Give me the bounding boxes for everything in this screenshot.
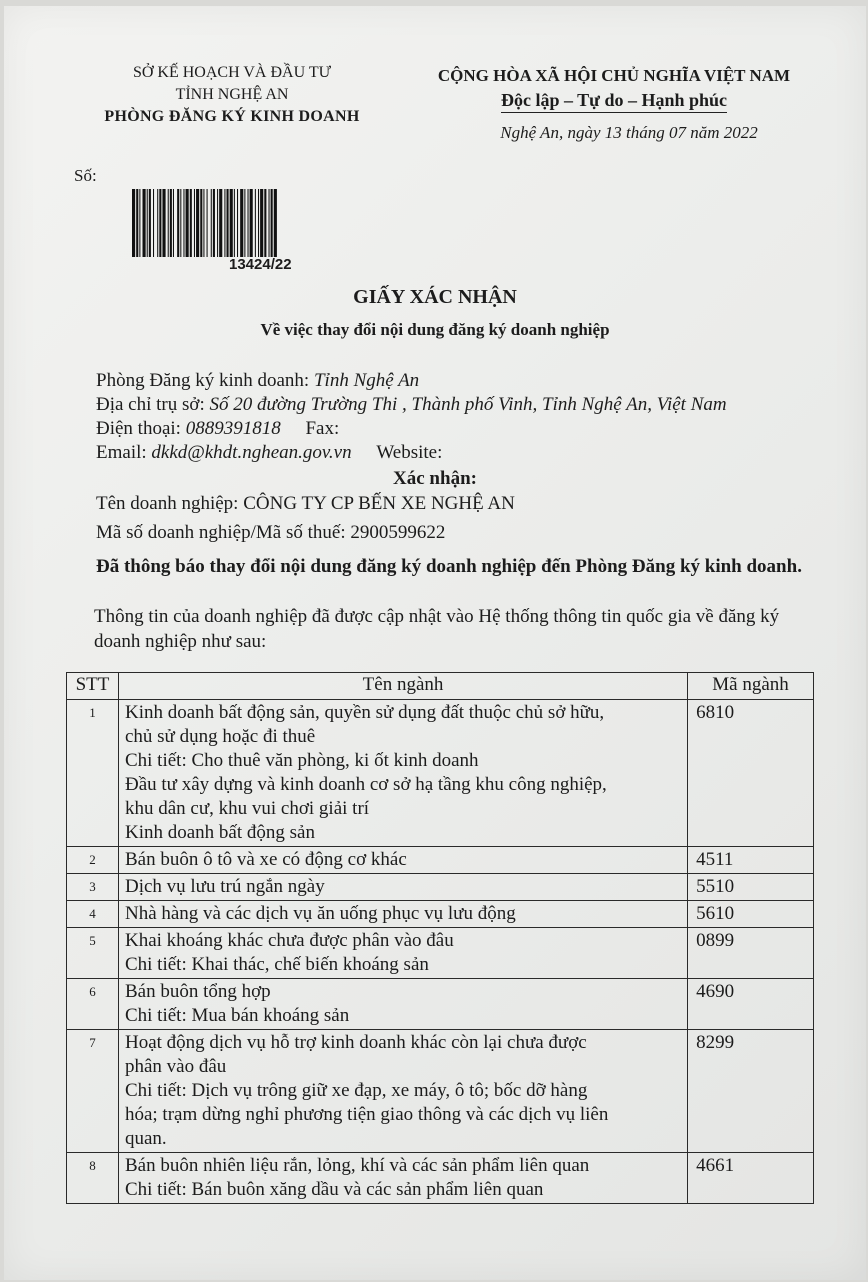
row-business-name	[118, 979, 687, 1030]
email-value: dkkd@khdt.nghean.gov.vn	[151, 442, 352, 463]
phone-label: Điện thoại:	[96, 418, 181, 439]
row-stt: 6	[67, 979, 119, 1030]
notice-text: Đã thông báo thay đổi nội dung đăng ký doanh nghiệp đến Phòng Đăng ký kinh doanh.	[96, 556, 802, 577]
business-name-line: Kinh doanh bất động sản, quyền sử dụng đất thuộc chủ sở hữu,	[124, 702, 605, 723]
office-row	[96, 370, 419, 392]
row-stt: 4	[67, 901, 119, 928]
row-business-code: 4661	[688, 1153, 814, 1204]
business-name-line: quan.	[124, 1128, 167, 1149]
phone-value: 0889391818	[185, 418, 281, 439]
country-title: CỘNG HÒA XÃ HỘI CHỦ NGHĨA VIỆT NAM	[437, 66, 791, 85]
phone-row	[96, 418, 339, 440]
tax-code-label: Mã số doanh nghiệp/Mã số thuế:	[96, 522, 346, 543]
document-number-label: Số:	[74, 166, 97, 185]
department-line: SỞ KẾ HOẠCH VÀ ĐẦU TƯ	[132, 64, 332, 81]
company-name-label: Tên doanh nghiệp:	[96, 493, 239, 514]
fax-label: Fax:	[305, 418, 340, 439]
email-row	[96, 442, 442, 464]
row-business-name	[118, 928, 687, 979]
table-row	[67, 928, 814, 979]
header-stt: STT	[67, 673, 119, 700]
business-name-line: Chi tiết: Khai thác, chế biến khoáng sản	[124, 954, 429, 975]
row-stt: 1	[67, 700, 119, 847]
office-value: Tỉnh Nghệ An	[313, 370, 420, 391]
row-business-name	[118, 700, 687, 847]
address-value: Số 20 đường Trường Thi , Thành phố Vinh, Tỉnh Nghệ An, Việt Nam	[209, 394, 727, 415]
confirm-heading: Xác nhận:	[393, 468, 477, 489]
business-name-line: Nhà hàng và các dịch vụ ăn uống phục vụ lưu động	[124, 903, 516, 924]
address-row	[96, 394, 727, 416]
office-line: PHÒNG ĐĂNG KÝ KINH DOANH	[104, 108, 360, 125]
tax-code-row	[96, 522, 445, 544]
business-name-line: Bán buôn nhiên liệu rắn, lỏng, khí và các sản phẩm liên quan	[124, 1155, 590, 1176]
row-business-code: 5610	[688, 901, 814, 928]
document-page	[4, 6, 866, 1280]
business-name-line: phân vào đâu	[124, 1056, 227, 1077]
row-stt: 5	[67, 928, 119, 979]
header-code: Mã ngành	[688, 673, 814, 700]
business-name-line: chủ sử dụng hoặc đi thuê	[124, 726, 316, 747]
table-row	[67, 979, 814, 1030]
row-business-code: 8299	[688, 1030, 814, 1153]
row-business-code: 4511	[688, 847, 814, 874]
barcode-image	[132, 189, 394, 257]
row-business-name	[118, 1153, 687, 1204]
row-business-name	[118, 901, 687, 928]
business-name-line: Khai khoáng khác chưa được phân vào đâu	[124, 930, 454, 951]
business-name-line: hóa; trạm dừng nghỉ phương tiện giao thông và các dịch vụ liên	[124, 1104, 609, 1125]
document-subtitle: Về việc thay đổi nội dung đăng ký doanh nghiệp	[260, 320, 610, 339]
row-business-code: 6810	[688, 700, 814, 847]
row-business-code: 4690	[688, 979, 814, 1030]
table-row	[67, 847, 814, 874]
business-name-line: Hoạt động dịch vụ hỗ trợ kinh doanh khác còn lại chưa được	[124, 1032, 587, 1053]
row-stt: 2	[67, 847, 119, 874]
business-name-line: Chi tiết: Cho thuê văn phòng, ki ốt kinh doanh	[124, 750, 479, 771]
issue-date: Nghệ An, ngày 13 tháng 07 năm 2022	[500, 123, 758, 142]
table-header-row	[67, 673, 814, 700]
address-label: Địa chỉ trụ sở:	[96, 394, 205, 415]
row-business-name	[118, 1030, 687, 1153]
national-header	[419, 64, 809, 145]
issuing-agency-header	[82, 62, 382, 128]
table-row	[67, 901, 814, 928]
document-title: GIẤY XÁC NHẬN	[353, 286, 517, 308]
business-name-line: Dịch vụ lưu trú ngắn ngày	[124, 876, 325, 897]
table-row	[67, 700, 814, 847]
row-stt: 7	[67, 1030, 119, 1153]
intro-paragraph: Thông tin của doanh nghiệp đã được cập nhật vào Hệ thống thông tin quốc gia về đăng ký doanh nghiệp như sau:	[94, 606, 780, 652]
table-row	[67, 874, 814, 901]
business-name-line: Bán buôn ô tô và xe có động cơ khác	[124, 849, 407, 870]
business-name-line: Kinh doanh bất động sản	[124, 822, 315, 843]
table-row	[67, 1153, 814, 1204]
motto: Độc lập – Tự do – Hạnh phúc	[501, 88, 727, 113]
row-business-name	[118, 874, 687, 901]
row-business-name	[118, 847, 687, 874]
business-name-line: Bán buôn tổng hợp	[124, 981, 271, 1002]
business-name-line: Chi tiết: Mua bán khoáng sản	[124, 1005, 350, 1026]
barcode-number: 13424/22	[229, 256, 292, 273]
business-name-line: khu dân cư, khu vui chơi giải trí	[124, 798, 370, 819]
business-lines-table	[66, 672, 814, 1204]
province-line: TỈNH NGHỆ AN	[175, 86, 289, 103]
row-stt: 8	[67, 1153, 119, 1204]
row-business-code: 5510	[688, 874, 814, 901]
email-label: Email:	[96, 442, 147, 463]
business-name-line: Đầu tư xây dựng và kinh doanh cơ sở hạ tầng khu công nghiệp,	[124, 774, 607, 795]
header-name: Tên ngành	[118, 673, 687, 700]
business-name-line: Chi tiết: Bán buôn xăng dầu và các sản phẩm liên quan	[124, 1179, 544, 1200]
company-name-row	[96, 493, 515, 515]
company-name-value: CÔNG TY CP BẾN XE NGHỆ AN	[243, 493, 515, 514]
office-label: Phòng Đăng ký kinh doanh:	[96, 370, 310, 391]
tax-code-value: 2900599622	[350, 522, 446, 543]
website-label: Website:	[376, 442, 443, 463]
row-business-code: 0899	[688, 928, 814, 979]
row-stt: 3	[67, 874, 119, 901]
business-name-line: Chi tiết: Dịch vụ trông giữ xe đạp, xe máy, ô tô; bốc dỡ hàng	[124, 1080, 588, 1101]
table-row	[67, 1030, 814, 1153]
